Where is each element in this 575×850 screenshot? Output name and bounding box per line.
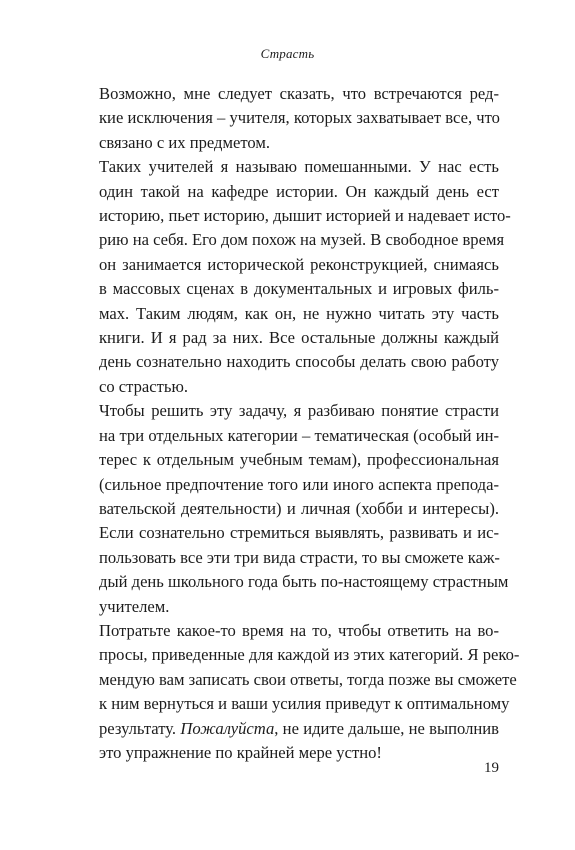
running-head: Страсть bbox=[260, 46, 315, 61]
emphasis: Пожалуйста bbox=[180, 718, 275, 738]
text-line: Таких учителей я называю помешанными. У нас есть bbox=[99, 157, 499, 177]
text-line: пользовать все эти три вида страсти, то вы сможете каж- bbox=[99, 547, 500, 567]
paragraph-4 bbox=[79, 619, 520, 765]
text-line: рию на себя. Его дом похож на музей. В свободное время bbox=[99, 230, 505, 250]
text-line: учителем. bbox=[99, 596, 170, 616]
paragraph-1 bbox=[79, 82, 499, 155]
text-run: , не идите дальше, не выполнив bbox=[274, 718, 499, 738]
text-line: на три отдельных категории – тематическая (особый ин- bbox=[99, 425, 499, 445]
text-line: к ним вернуться и ваши усилия приведут к оптимальному bbox=[99, 694, 510, 714]
text-line: просы, приведенные для каждой из этих категорий. Я реко- bbox=[99, 645, 520, 665]
text-line: со страстью. bbox=[99, 376, 189, 396]
text-run: результату. bbox=[99, 718, 181, 738]
text-line: Чтобы решить эту задачу, я разбиваю понятие страсти bbox=[99, 401, 499, 421]
text-line: он занимается исторической реконструкцией, снимаясь bbox=[99, 254, 499, 274]
text-line: один такой на кафедре истории. Он каждый день ест bbox=[99, 181, 499, 201]
text-line: терес к отдельным учебным темам), профессиональная bbox=[99, 450, 499, 470]
text-line: Потратьте какое-то время на то, чтобы ответить на во- bbox=[99, 620, 499, 640]
text-line: книги. И я рад за них. Все остальные должны каждый bbox=[99, 328, 499, 348]
text-line: в массовых сценах в документальных и игровых филь- bbox=[99, 279, 499, 299]
text-line: кие исключения – учителя, которых захватывает все, что bbox=[99, 108, 500, 128]
text-line: день сознательно находить способы делать свою работу bbox=[99, 352, 499, 372]
text-line: это упражнение по крайней мере устно! bbox=[99, 742, 382, 762]
body-text bbox=[79, 82, 520, 765]
page-number: 19 bbox=[484, 760, 499, 776]
text-line: мах. Таким людям, как он, не нужно читать эту часть bbox=[99, 303, 499, 323]
paragraph-3 bbox=[79, 399, 509, 619]
paragraph-2 bbox=[79, 155, 511, 399]
text-line: Если сознательно стремиться выявлять, развивать и ис- bbox=[99, 523, 499, 543]
text-line: мендую вам записать свои ответы, тогда позже вы сможете bbox=[99, 669, 517, 689]
text-line: Возможно, мне следует сказать, что встречаются ред- bbox=[99, 84, 499, 103]
text-line: историю, пьет историю, дышит историей и надевает исто- bbox=[99, 206, 511, 226]
text-line: вательской деятельности) и личная (хобби и интересы). bbox=[99, 498, 499, 518]
text-line: (сильное предпочтение того или иного аспекта препода- bbox=[99, 474, 499, 494]
text-line: связано с их предметом. bbox=[99, 132, 270, 152]
text-line: дый день школьного года быть по-настоящему страстным bbox=[99, 572, 509, 592]
text-line-with-emphasis bbox=[79, 717, 499, 741]
